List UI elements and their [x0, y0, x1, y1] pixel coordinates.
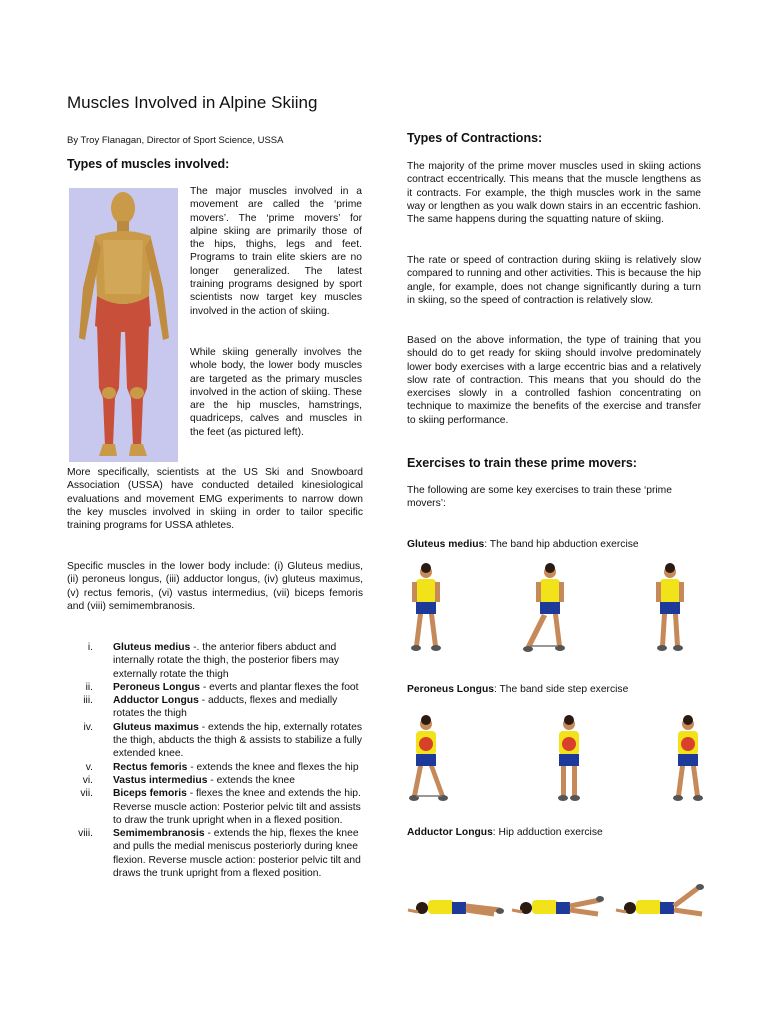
list-item: i. Gluteus medius -. the anterior fibers abduct and internally rotate the thigh, the posterior fibers may externally rotate the thigh — [87, 642, 340, 680]
intro-paragraph-1: The major muscles involved in a movement are called the ‘prime movers’. The ‘prime movers’ for alpine skiing are primarily those of the hips, thighs, legs and feet. Programs to train elite skiers are no longer generalized. The latest training programs designed by sport scientists now target key muscles involved in the action of skiing. — [190, 186, 362, 317]
exercise-caption-peroneus-longus: Peroneus Longus: The band side step exercise — [407, 684, 629, 695]
list-item: iii. Adductor Longus - adducts, flexes and medially rotates the thigh — [83, 695, 338, 720]
athlete-figure — [523, 563, 565, 652]
athlete-figure — [408, 900, 504, 914]
athlete-figure — [616, 884, 704, 914]
list-item: vi. Vastus intermedius - extends the knee — [82, 774, 296, 786]
byline: By Troy Flanagan, Director of Sport Science, USSA — [67, 135, 284, 146]
list-item: v. Rectus femoris - extends the knee and flexes the hip — [85, 761, 359, 773]
athlete-figure — [512, 896, 604, 914]
exercise-caption-gluteus-medius: Gluteus medius: The band hip abduction exercise — [407, 539, 639, 550]
contractions-paragraph-2: The rate or speed of contraction during skiing is relatively slow compared to running and other activities. This is because the hip angle, for example, does not change significantly during a turn in skiing, so the speed of contraction is relatively slow. — [407, 255, 702, 306]
section-heading-exercises: Exercises to train these prime movers: — [407, 456, 637, 470]
athlete-figure — [558, 715, 580, 801]
anatomy-figure — [69, 188, 178, 462]
athlete-figure — [411, 563, 441, 651]
muscle-list — [67, 641, 363, 880]
hip-adduction-photos — [404, 880, 704, 920]
intro-paragraph-2: While skiing generally involves the whole body, the lower body muscles are targeted as the primary muscles involved in the action of skiing. These are the hip muscles, hamstrings, quadriceps, calves and muscles in the feet (as pictured left). — [190, 347, 362, 438]
athlete-figure — [673, 715, 703, 801]
section-heading-muscles: Types of muscles involved: — [67, 157, 230, 171]
contractions-paragraph-3: Based on the above information, the type of training that you should do to get ready for skiing should involve predominately lower body exercises with a large eccentric bias and a relatively slow rate of contraction. This means that you should do the exercises slowly in a controlled fashion concentrating on technique to maximize the benefits of the exercise and transfer to skiing performance. — [407, 335, 701, 426]
list-item: iv. Gluteus maximus - extends the hip, externally rotates the thigh, abducts the thigh & assists to stabilize a fully extended knee. — [83, 721, 362, 760]
page-title: Muscles Involved in Alpine Skiing — [67, 93, 318, 112]
band-side-step-photos — [404, 714, 704, 804]
contractions-paragraph-1: The majority of the prime mover muscles used in skiing actions contract eccentrically. This means that the muscle lengthens as it contracts. For example, the thigh muscles work in the same way or lengthen as you walk down stairs in an eccentric fashion. The same happens during the squatting nature of skiing. — [407, 161, 701, 226]
list-item: ii. Peroneus Longus - everts and plantar flexes the foot — [85, 681, 359, 693]
uss-research-paragraph: More specifically, scientists at the US Ski and Snowboard Association (USSA) have conducted detailed kinesiological evaluations and movement EMG experiments to narrow down the key muscles involved in skiing in order to tailor specific training programs for USSA athletes. — [67, 467, 363, 532]
muscle-body-illustration — [69, 188, 178, 462]
athlete-figure — [656, 563, 684, 651]
exercises-intro: The following are some key exercises to train these ‘prime movers’: — [407, 485, 672, 510]
athlete-figure — [409, 715, 448, 801]
list-item: viii. Semimembranosis - extends the hip, flexes the knee and pulls the medial meniscus posteriorly during knee flexion. Reverse muscle action: posterior pelvic tilt and draws the trunk upright from a flexed position. — [78, 828, 361, 880]
specific-muscles-paragraph: Specific muscles in the lower body include: (i) Gluteus medius, (ii) peroneus longus, (iii) adductor longus, (iv) gluteus maximus, (v) rectus femoris, (vi) vastus intermedius, (vii) biceps femoris and (viii) semimembranosis. — [67, 561, 363, 612]
band-hip-abduction-photos — [404, 562, 704, 654]
list-item: vii. Biceps femoris - flexes the knee and extends the hip. Reverse muscle action: Posterior pelvic tilt and assists to draw the trunk upright when in a flexed position. — [80, 788, 361, 826]
exercise-caption-adductor-longus: Adductor Longus: Hip adduction exercise — [407, 827, 603, 838]
section-heading-contractions: Types of Contractions: — [407, 131, 543, 145]
